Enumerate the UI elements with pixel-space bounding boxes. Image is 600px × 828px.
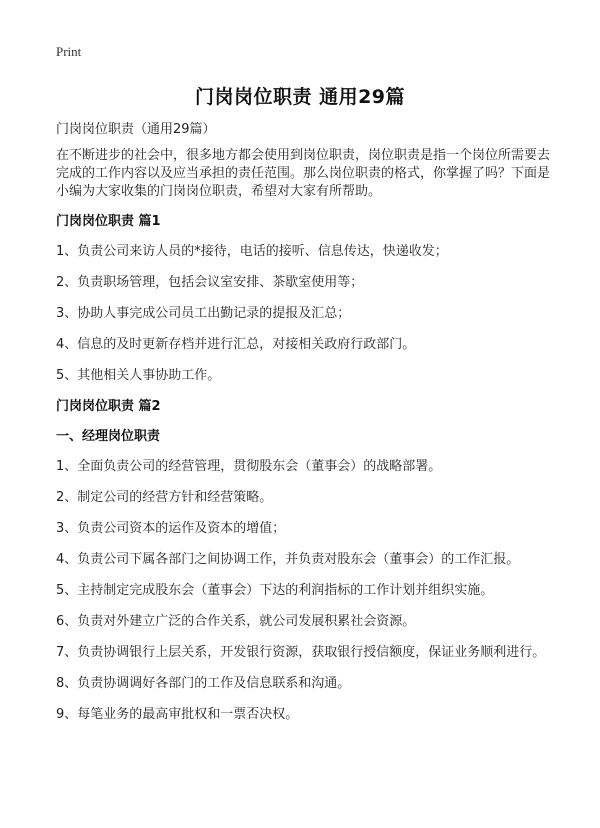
print-label[interactable]: Print [56, 44, 82, 59]
list-item: 2、制定公司的经营方针和经营策略。 [56, 490, 273, 505]
list-item: 8、负责协调调好各部门的工作及信息联系和沟通。 [56, 676, 351, 691]
duty-list [56, 243, 552, 385]
document-subtitle: 门岗岗位职责（通用29篇） [56, 122, 216, 137]
list-item: 3、负责公司资本的运作及资本的增值； [56, 521, 286, 536]
duty-list [56, 458, 552, 724]
section-2 [56, 398, 552, 724]
section-heading: 门岗岗位职责 篇1 [56, 214, 161, 229]
section-subheading: 一、经理岗位职责 [56, 429, 161, 444]
section-heading: 门岗岗位职责 篇2 [56, 399, 161, 414]
list-item: 1、负责公司来访人员的*接待，电话的接听、信息传达，快递收发； [56, 244, 448, 259]
list-item: 1、全面负责公司的经营管理，贯彻股东会（董事会）的战略部署。 [56, 459, 442, 474]
list-item: 4、信息的及时更新存档并进行汇总，对接相关政府行政部门。 [56, 337, 416, 352]
list-item: 5、其他相关人事协助工作。 [56, 368, 221, 383]
section-1 [56, 213, 552, 385]
document-body [56, 121, 552, 737]
list-item: 3、协助人事完成公司员工出勤记录的提报及汇总； [56, 306, 351, 321]
list-item: 7、负责协调银行上层关系，开发银行资源，获取银行授信额度，保证业务顺利进行。 [56, 645, 546, 660]
page-title: 门岗岗位职责 通用29篇 [194, 86, 406, 108]
list-item: 4、负责公司下属各部门之间协调工作，并负责对股东会（董事会）的工作汇报。 [56, 552, 520, 567]
list-item: 6、负责对外建立广泛的合作关系，就公司发展积累社会资源。 [56, 614, 416, 629]
list-item: 9、每笔业务的最高审批权和一票否决权。 [56, 707, 299, 722]
list-item: 2、负责职场管理，包括会议室安排、茶歇室使用等； [56, 275, 364, 290]
list-item: 5、主持制定完成股东会（董事会）下达的利润指标的工作计划并组织实施。 [56, 583, 494, 598]
intro-paragraph: 在不断进步的社会中，很多地方都会使用到岗位职责，岗位职责是指一个岗位所需要去完成的工作内容以及应当承担的责任范围。那么岗位职责的格式，你掌握了吗？下面是小编为大家收集的门岗岗位职责，希望对大家有所帮助。 [56, 148, 551, 199]
